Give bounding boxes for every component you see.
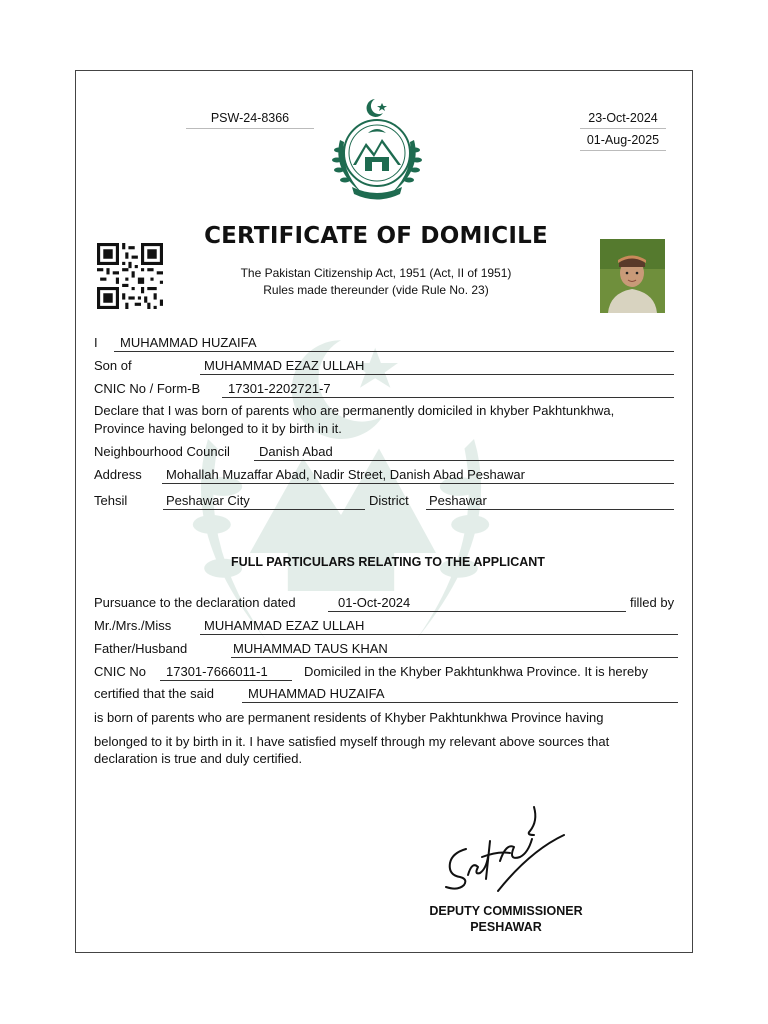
tehsil-value: Peshawar City (163, 493, 365, 510)
council-label: Neighbourhood Council (94, 444, 230, 459)
certified-label: certified that the said (94, 686, 214, 701)
district-value: Peshawar (426, 493, 674, 510)
born-text: is born of parents who are permanent residents of Khyber Pakhtunkhwa Province having (94, 710, 604, 725)
son-of-label: Son of (94, 358, 132, 373)
address-label: Address (94, 467, 142, 482)
signatory-location: PESHAWAR (470, 920, 542, 934)
act-reference: The Pakistan Citizenship Act, 1951 (Act, II of 1951) (240, 266, 512, 280)
certificate-page (75, 70, 693, 953)
secondary-date: 01-Aug-2025 (580, 132, 666, 151)
certificate-title: CERTIFICATE OF DOMICILE (204, 223, 548, 249)
certified-applicant-name: MUHAMMAD HUZAIFA (242, 686, 678, 703)
particulars-heading: FULL PARTICULARS RELATING TO THE APPLICANT (231, 555, 545, 569)
i-label: I (94, 335, 98, 350)
filler-name: MUHAMMAD EZAZ ULLAH (200, 618, 678, 635)
signatory-title: DEPUTY COMMISSIONER (429, 904, 583, 918)
applicant-name: MUHAMMAD HUZAIFA (114, 335, 674, 352)
pursuance-label: Pursuance to the declaration dated (94, 595, 296, 610)
father-name: MUHAMMAD EZAZ ULLAH (200, 358, 674, 375)
council-value: Danish Abad (254, 444, 674, 461)
handwritten-signature (438, 801, 568, 896)
filled-by-label: filled by (630, 595, 675, 610)
reference-number: PSW-24-8366 (186, 110, 314, 129)
declaration-text-line2: Province having belonged to it by birth in it. (94, 421, 342, 436)
declaration-date: 01-Oct-2024 (328, 595, 626, 612)
belonged-text-line2: declaration is true and duly certified. (94, 751, 303, 766)
cnic-label: CNIC No / Form-B (94, 381, 201, 396)
particulars-cnic-label: CNIC No (94, 664, 147, 679)
kp-government-emblem-icon (322, 95, 432, 205)
district-label: District (369, 493, 409, 508)
tehsil-label: Tehsil (94, 493, 128, 508)
cnic-number: 17301-2202721-7 (222, 381, 674, 398)
applicant-photo (600, 239, 665, 313)
address-value: Mohallah Muzaffar Abad, Nadir Street, Danish Abad Peshawar (162, 467, 674, 484)
mr-mrs-miss-label: Mr./Mrs./Miss (94, 618, 172, 633)
particulars-cnic-value: 17301-7666011-1 (160, 664, 292, 681)
qr-code[interactable] (97, 243, 163, 309)
issue-date: 23-Oct-2024 (580, 110, 666, 129)
belonged-text-line1: belonged to it by birth in it. I have satisfied myself through my relevant above sources that (94, 734, 610, 749)
rule-reference: Rules made thereunder (vide Rule No. 23) (263, 283, 489, 297)
father-husband-value: MUHAMMAD TAUS KHAN (231, 641, 678, 658)
father-husband-label: Father/Husband (94, 641, 188, 656)
domiciled-text: Domiciled in the Khyber Pakhtunkhwa Province. It is hereby (304, 664, 648, 679)
declaration-text-line1: Declare that I was born of parents who are permanently domiciled in khyber Pakhtunkhwa, (94, 403, 615, 418)
